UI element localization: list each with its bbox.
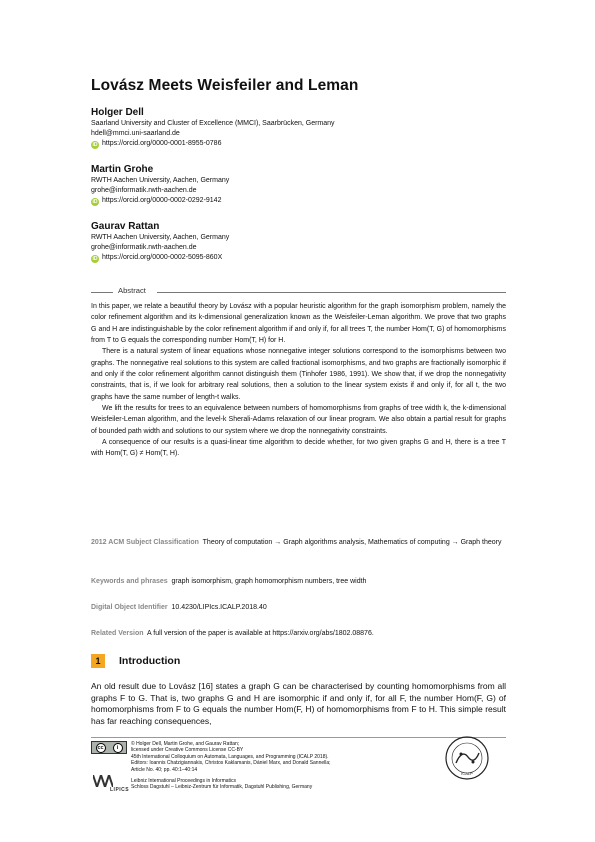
acm-classification — [91, 537, 506, 548]
abstract-paragraph: A consequence of our results is a quasi-linear time algorithm to decide whether, for two given graphs G and H, there is a tree T with Hom(T, G) ≠ Hom(T, H). — [91, 439, 506, 458]
lipics-info — [131, 778, 471, 791]
abstract-body — [91, 301, 506, 460]
related-link[interactable]: A full version of the paper is available at https://arxiv.org/abs/1802.08876. — [147, 630, 374, 637]
copyright: © Holger Dell, Martin Grohe, and Gaurav Rattan; — [131, 741, 240, 747]
author-email[interactable]: grohe@informatik.rwth-aachen.de — [91, 244, 197, 251]
author-affiliation: RWTH Aachen University, Aachen, Germany — [91, 234, 230, 241]
meta-key: Digital Object Identifier — [91, 604, 168, 611]
related-version — [91, 628, 506, 639]
section-number: 1 — [91, 654, 105, 668]
author-orcid[interactable] — [91, 196, 511, 206]
abstract-paragraph: There is a natural system of linear equations whose nonnegative integer solutions correspond to the isomorphisms between two graphs. The nonnegative real solutions to this system are called fractional isomorphisms, and two graphs are fractionally isomorphic if and only if the color refinement algorithm cannot distinguish them (Tinhofer 1986, 1991). We show that, if we drop the nonnegativity constraints, that is, if we look for arbitrary real solutions, then a solution to the linear system exists if and only if, for all t, the two graphs have the same number of length-t walks. — [91, 348, 506, 401]
abstract-label: Abstract — [118, 286, 146, 295]
orcid-link[interactable]: https://orcid.org/0000-0001-8955-0786 — [102, 140, 222, 147]
icalp-label: ICALP — [461, 771, 473, 776]
by-icon: i — [113, 743, 123, 753]
venue: 45th International Colloquium on Automata, Languages, and Programming (ICALP 2018). — [131, 753, 329, 760]
editors: Editors: Ioannis Chatzigiannakis, Christos Kaklamanis, Dániel Marx, and Donald Sannella; — [131, 760, 331, 767]
meta-key: 2012 ACM Subject Classification — [91, 539, 199, 546]
meta-key: Related Version — [91, 630, 144, 637]
section-title: Introduction — [119, 655, 181, 667]
lipics-wordmark: LIPICS — [110, 787, 130, 793]
paper-title: Lovász Meets Weisfeiler and Leman — [91, 77, 359, 94]
intro-paragraph: An old result due to Lovász [16] states a graph G can be characterised by counting homomorphisms from all graphs F to G. That is, two graphs G and H are isomorphic if and only if, for all F, the number Hom(F, G) of homomorphisms from F to G equals the number Hom(F, H) of homomorphisms from F to H. This simple result has far reaching consequences, — [91, 681, 506, 726]
meta-value: Theory of computation → Graph algorithms analysis, Mathematics of computing → Graph theory — [202, 539, 502, 546]
lipics-logo-icon — [93, 775, 113, 787]
keywords — [91, 576, 506, 587]
orcid-icon: iD — [92, 199, 98, 205]
series-name: Leibniz International Proceedings in Informatics — [131, 778, 237, 784]
abstract-heading — [91, 286, 506, 298]
orcid-icon: iD — [92, 142, 98, 148]
author-block — [91, 164, 511, 206]
author-name: Martin Grohe — [91, 164, 154, 175]
author-block — [91, 107, 511, 149]
author-affiliation: Saarland University and Cluster of Excellence (MMCI), Saarbrücken, Germany — [91, 120, 335, 127]
author-email[interactable]: hdell@mmci.uni-saarland.de — [91, 130, 180, 137]
cc-by-icon — [91, 741, 127, 754]
orcid-icon: iD — [92, 256, 98, 262]
author-orcid[interactable] — [91, 139, 511, 149]
meta-value: graph isomorphism, graph homomorphism numbers, tree width — [171, 578, 367, 585]
divider — [91, 292, 113, 293]
section-heading — [91, 654, 391, 668]
author-name: Holger Dell — [91, 107, 144, 118]
divider — [157, 292, 506, 293]
author-orcid[interactable] — [91, 253, 511, 263]
orcid-link[interactable]: https://orcid.org/0000-0002-0292-9142 — [102, 197, 222, 204]
doi-link[interactable]: 10.4230/LIPIcs.ICALP.2018.40 — [171, 604, 267, 611]
license: licensed under Creative Commons License CC-BY — [131, 747, 244, 754]
icalp-logo-icon — [444, 735, 490, 781]
footer-info — [131, 741, 431, 773]
article-number: Article No. 40; pp. 40:1–40:14 — [131, 766, 198, 773]
author-affiliation: RWTH Aachen University, Aachen, Germany — [91, 177, 230, 184]
orcid-link[interactable]: https://orcid.org/0000-0002-5095-860X — [102, 254, 223, 261]
cc-icon: cc — [97, 744, 104, 751]
publisher: Schloss Dagstuhl – Leibniz-Zentrum für Informatik, Dagstuhl Publishing, Germany — [131, 784, 313, 791]
author-email[interactable]: grohe@informatik.rwth-aachen.de — [91, 187, 197, 194]
meta-key: Keywords and phrases — [91, 578, 168, 585]
author-block — [91, 221, 511, 263]
abstract-paragraph: We lift the results for trees to an equivalence between numbers of homomorphisms from graphs of tree width k, the k-dimensional Weisfeiler-Leman algorithm, and the level-k Sherali-Adams relaxation of our linear program. We also obtain a partial result for graphs of bounded path width and solutions to our system where we drop the nonnegativity constraints. — [91, 405, 506, 435]
abstract-paragraph: In this paper, we relate a beautiful theory by Lovász with a popular heuristic algorithm for the graph isomorphism problem, namely the color refinement algorithm and its k-dimensional generalization known as the Weisfeiler-Leman algorithm. We prove that two graphs G and H are indistinguishable by the color refinement algorithm if and only if, for all trees T, the number Hom(T, G) of homomorphisms from T to G equals the corresponding number Hom(T, H) for H. — [91, 303, 506, 345]
doi — [91, 602, 506, 613]
author-name: Gaurav Rattan — [91, 221, 160, 232]
intro-body — [91, 681, 506, 727]
